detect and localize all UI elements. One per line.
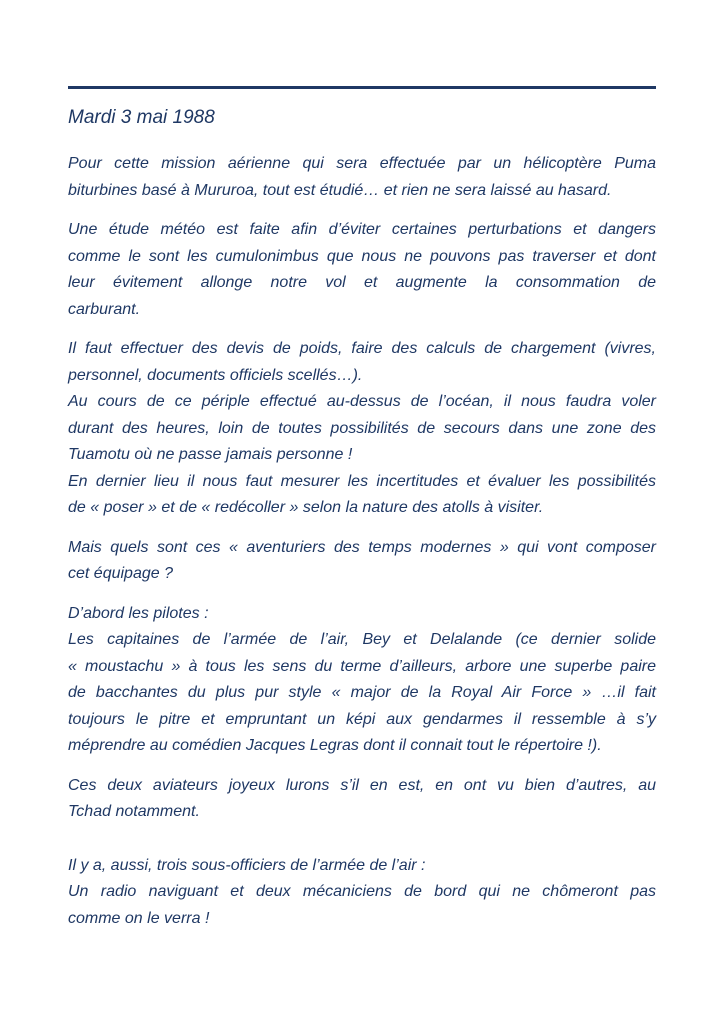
document-body: [68, 151, 656, 932]
text-line: leur évitement allonge notre vol et augmente la consommation de: [68, 274, 656, 291]
text-line: carburant.: [68, 300, 141, 318]
text-line: Un radio naviguant et deux mécaniciens de bord qui ne chômeront pas: [68, 883, 656, 900]
paragraph: [68, 217, 656, 323]
text-line: Tuamotu où ne passe jamais personne !: [68, 446, 353, 463]
text-line: Il faut effectuer des devis de poids, faire des calculs de chargement (vivres,: [68, 340, 656, 357]
paragraph: [68, 151, 656, 204]
paragraph: [68, 773, 656, 826]
text-line: Ces deux aviateurs joyeux lurons s’il en est, en ont vu bien d’autres, au: [68, 776, 656, 794]
text-line: toujours le pitre et empruntant un képi aux gendarmes il ressemble à s’y: [68, 710, 656, 728]
text-line: En dernier lieu il nous faut mesurer les incertitudes et évaluer les possibilités: [68, 472, 656, 490]
text-line: comme on le verra !: [68, 909, 210, 927]
text-line: Une étude météo est faite afin d’éviter certaines perturbations et dangers: [68, 221, 656, 238]
text-line: de bacchantes du plus pur style « major de la Royal Air Force » …il fait: [68, 684, 656, 701]
text-line: biturbines basé à Mururoa, tout est étudié… et rien ne sera laissé au hasard.: [68, 181, 612, 199]
text-line: méprendre au comédien Jacques Legras dont il connait tout le répertoire !).: [68, 737, 602, 754]
text-line: Mais quels sont ces « aventuriers des temps modernes » qui vont composer: [68, 538, 656, 556]
page-content: [68, 86, 656, 945]
paragraph: [68, 535, 656, 588]
text-line: cet équipage ?: [68, 565, 173, 582]
text-line: « moustachu » à tous les sens du terme d’ailleurs, arbore une superbe paire: [68, 657, 656, 675]
text-line: de « poser » et de « redécoller » selon la nature des atolls à visiter.: [68, 499, 544, 516]
text-line: Les capitaines de l’armée de l’air, Bey et Delalande (ce dernier solide: [68, 631, 656, 648]
text-line: Tchad notamment.: [68, 803, 200, 820]
text-line: Il y a, aussi, trois sous-officiers de l’armée de l’air :: [68, 856, 426, 874]
paragraph: [68, 336, 656, 522]
text-line: durant des heures, loin de toutes possibilités de secours dans une zone des: [68, 419, 656, 437]
text-line: Pour cette mission aérienne qui sera effectuée par un hélicoptère Puma: [68, 155, 656, 172]
paragraph: [68, 853, 656, 933]
text-line: D’abord les pilotes :: [68, 604, 209, 622]
text-line: personnel, documents officiels scellés…).: [68, 366, 363, 384]
text-line: comme le sont les cumulonimbus que nous ne pouvons pas traverser et dont: [68, 247, 656, 265]
paragraph: [68, 601, 656, 760]
horizontal-rule: [68, 86, 656, 89]
date-heading: Mardi 3 mai 1988: [68, 107, 215, 128]
text-line: Au cours de ce périple effectué au-dessus de l’océan, il nous faudra voler: [68, 393, 656, 410]
